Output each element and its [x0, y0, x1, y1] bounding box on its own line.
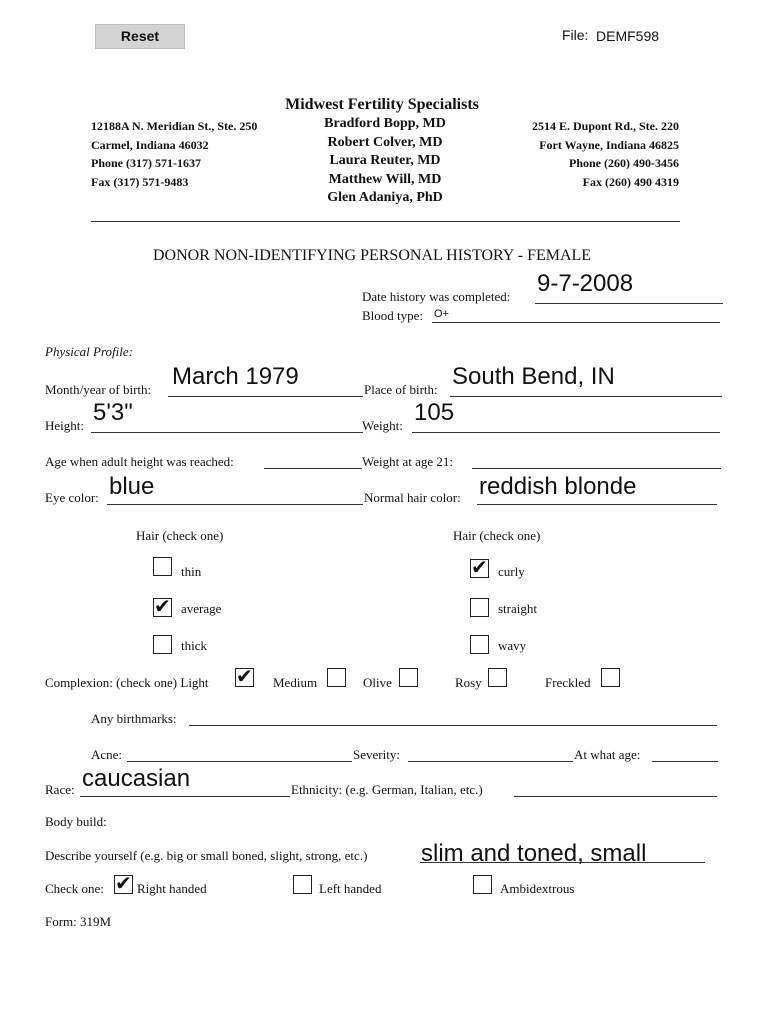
age-label: At what age: — [574, 747, 641, 762]
complexion-option-label: Olive — [363, 675, 392, 690]
height-input[interactable]: 5'3" — [93, 399, 133, 426]
hair-straight-checkbox[interactable] — [470, 598, 489, 617]
doctor-name: Robert Colver, MD — [327, 134, 443, 150]
adult-height-line[interactable] — [264, 468, 362, 469]
date-completed-input[interactable]: 9-7-2008 — [537, 270, 634, 297]
doctor-name: Matthew Will, MD — [328, 171, 442, 187]
hair-color-label: Normal hair color: — [364, 490, 461, 505]
hair-option-label: wavy — [498, 638, 527, 653]
form-title: DONOR NON-IDENTIFYING PERSONAL HISTORY - FEMALE — [153, 247, 592, 264]
date-completed-line — [535, 303, 723, 304]
left-handed-checkbox[interactable] — [293, 875, 312, 894]
complexion-light-checkbox[interactable] — [235, 664, 254, 688]
hair-right-title: Hair (check one) — [453, 528, 541, 543]
checkmark-icon: ✔ — [236, 664, 253, 688]
handed-option-label: Ambidextrous — [500, 881, 575, 896]
address-line: Phone (260) 490-3456 — [569, 156, 679, 170]
eye-color-label: Eye color: — [45, 490, 99, 505]
hair-average-checkbox[interactable] — [153, 594, 172, 618]
weight-line — [412, 432, 720, 433]
place-input[interactable]: South Bend, IN — [452, 363, 615, 390]
file-value[interactable]: DEMF598 — [596, 28, 660, 44]
blood-type-line — [432, 322, 720, 323]
complexion-rosy-checkbox[interactable] — [488, 668, 507, 687]
address-line: Fax (317) 571-9483 — [91, 174, 189, 189]
hair-color-input[interactable]: reddish blonde — [479, 473, 637, 500]
race-input[interactable]: caucasian — [82, 765, 191, 792]
doctor-name: Laura Reuter, MD — [329, 153, 441, 168]
height-line — [91, 432, 363, 433]
weight-input[interactable]: 105 — [414, 399, 455, 426]
complexion-option-label: Freckled — [545, 675, 591, 690]
header-divider — [91, 221, 680, 222]
race-line — [80, 796, 290, 797]
weight-21-label: Weight at age 21: — [362, 454, 454, 469]
blood-type-label: Blood type: — [362, 308, 424, 323]
doctor-name: Bradford Bopp, MD — [324, 116, 446, 131]
checkmark-icon: ✔ — [115, 871, 132, 895]
describe-label: Describe yourself (e.g. big or small boned, slight, strong, etc.) — [45, 848, 368, 863]
weight-21-line[interactable] — [472, 468, 721, 469]
right-address — [532, 117, 679, 191]
severity-line[interactable] — [408, 761, 573, 762]
describe-input[interactable]: slim and toned, small — [421, 840, 647, 867]
eye-color-input[interactable]: blue — [109, 473, 155, 500]
hair-option-label: thick — [181, 638, 207, 653]
hair-option-label: straight — [498, 601, 537, 616]
ethnicity-line[interactable] — [514, 796, 717, 797]
reset-button[interactable]: Reset — [95, 24, 185, 49]
acne-line[interactable] — [127, 761, 352, 762]
place-line — [450, 396, 722, 397]
handed-option-label: Right handed — [137, 881, 207, 896]
hair-left-title: Hair (check one) — [136, 528, 224, 543]
doctor-name: Glen Adaniya, PhD — [327, 190, 443, 205]
hair-option-label: average — [181, 601, 222, 616]
weight-label: Weight: — [362, 418, 403, 433]
complexion-olive-checkbox[interactable] — [399, 668, 418, 687]
birthmarks-label: Any birthmarks: — [91, 711, 177, 726]
address-line: 2514 E. Dupont Rd., Ste. 220 — [531, 119, 679, 133]
handed-option-label: Left handed — [319, 881, 382, 896]
checkmark-icon: ✔ — [154, 594, 171, 618]
complexion-option-label: Rosy — [455, 675, 482, 690]
height-label: Height: — [45, 418, 84, 433]
complexion-medium-checkbox[interactable] — [327, 668, 346, 687]
file-label: File: — [562, 27, 589, 43]
address-line: Phone (317) 571-1637 — [91, 156, 201, 170]
ambidextrous-checkbox[interactable] — [473, 875, 492, 894]
form-number: Form: 319M — [45, 914, 112, 929]
race-label: Race: — [45, 782, 75, 797]
address-line: 12188A N. Meridian St., Ste. 250 — [91, 119, 258, 133]
address-line: Fax (260) 490 4319 — [582, 174, 679, 189]
severity-label: Severity: — [353, 747, 400, 762]
complexion-option-label: Medium — [273, 675, 318, 690]
birth-input[interactable]: March 1979 — [172, 363, 299, 390]
doctor-list — [250, 115, 520, 208]
date-completed-label: Date history was completed: — [362, 289, 511, 304]
practice-name: Midwest Fertility Specialists — [285, 96, 479, 113]
physical-profile-heading: Physical Profile: — [45, 344, 133, 359]
complexion-freckled-checkbox[interactable] — [601, 668, 620, 687]
body-build-label: Body build: — [45, 814, 107, 829]
birth-label: Month/year of birth: — [45, 382, 152, 397]
hair-thick-checkbox[interactable] — [153, 635, 172, 654]
hair-thin-checkbox[interactable] — [153, 557, 172, 576]
birthmarks-line[interactable] — [189, 725, 717, 726]
eye-color-line — [107, 504, 363, 505]
hair-curly-checkbox[interactable] — [470, 555, 489, 579]
hair-option-label: thin — [181, 564, 202, 579]
hair-color-line — [477, 504, 717, 505]
address-line: Carmel, Indiana 46032 — [91, 137, 209, 152]
hair-wavy-checkbox[interactable] — [470, 635, 489, 654]
address-line: Fort Wayne, Indiana 46825 — [539, 137, 679, 152]
right-handed-checkbox[interactable] — [114, 871, 133, 895]
hair-option-label: curly — [498, 564, 525, 579]
left-address — [91, 117, 257, 191]
birth-line — [168, 396, 363, 397]
age-line[interactable] — [652, 761, 718, 762]
blood-type-input[interactable]: O+ — [434, 308, 449, 320]
adult-height-label: Age when adult height was reached: — [45, 454, 234, 469]
acne-label: Acne: — [91, 747, 123, 762]
ethnicity-label: Ethnicity: (e.g. German, Italian, etc.) — [291, 782, 483, 797]
checkmark-icon: ✔ — [471, 555, 488, 579]
check-one-label: Check one: — [45, 881, 104, 896]
complexion-label: Complexion: (check one) Light — [45, 675, 209, 690]
place-label: Place of birth: — [364, 382, 438, 397]
